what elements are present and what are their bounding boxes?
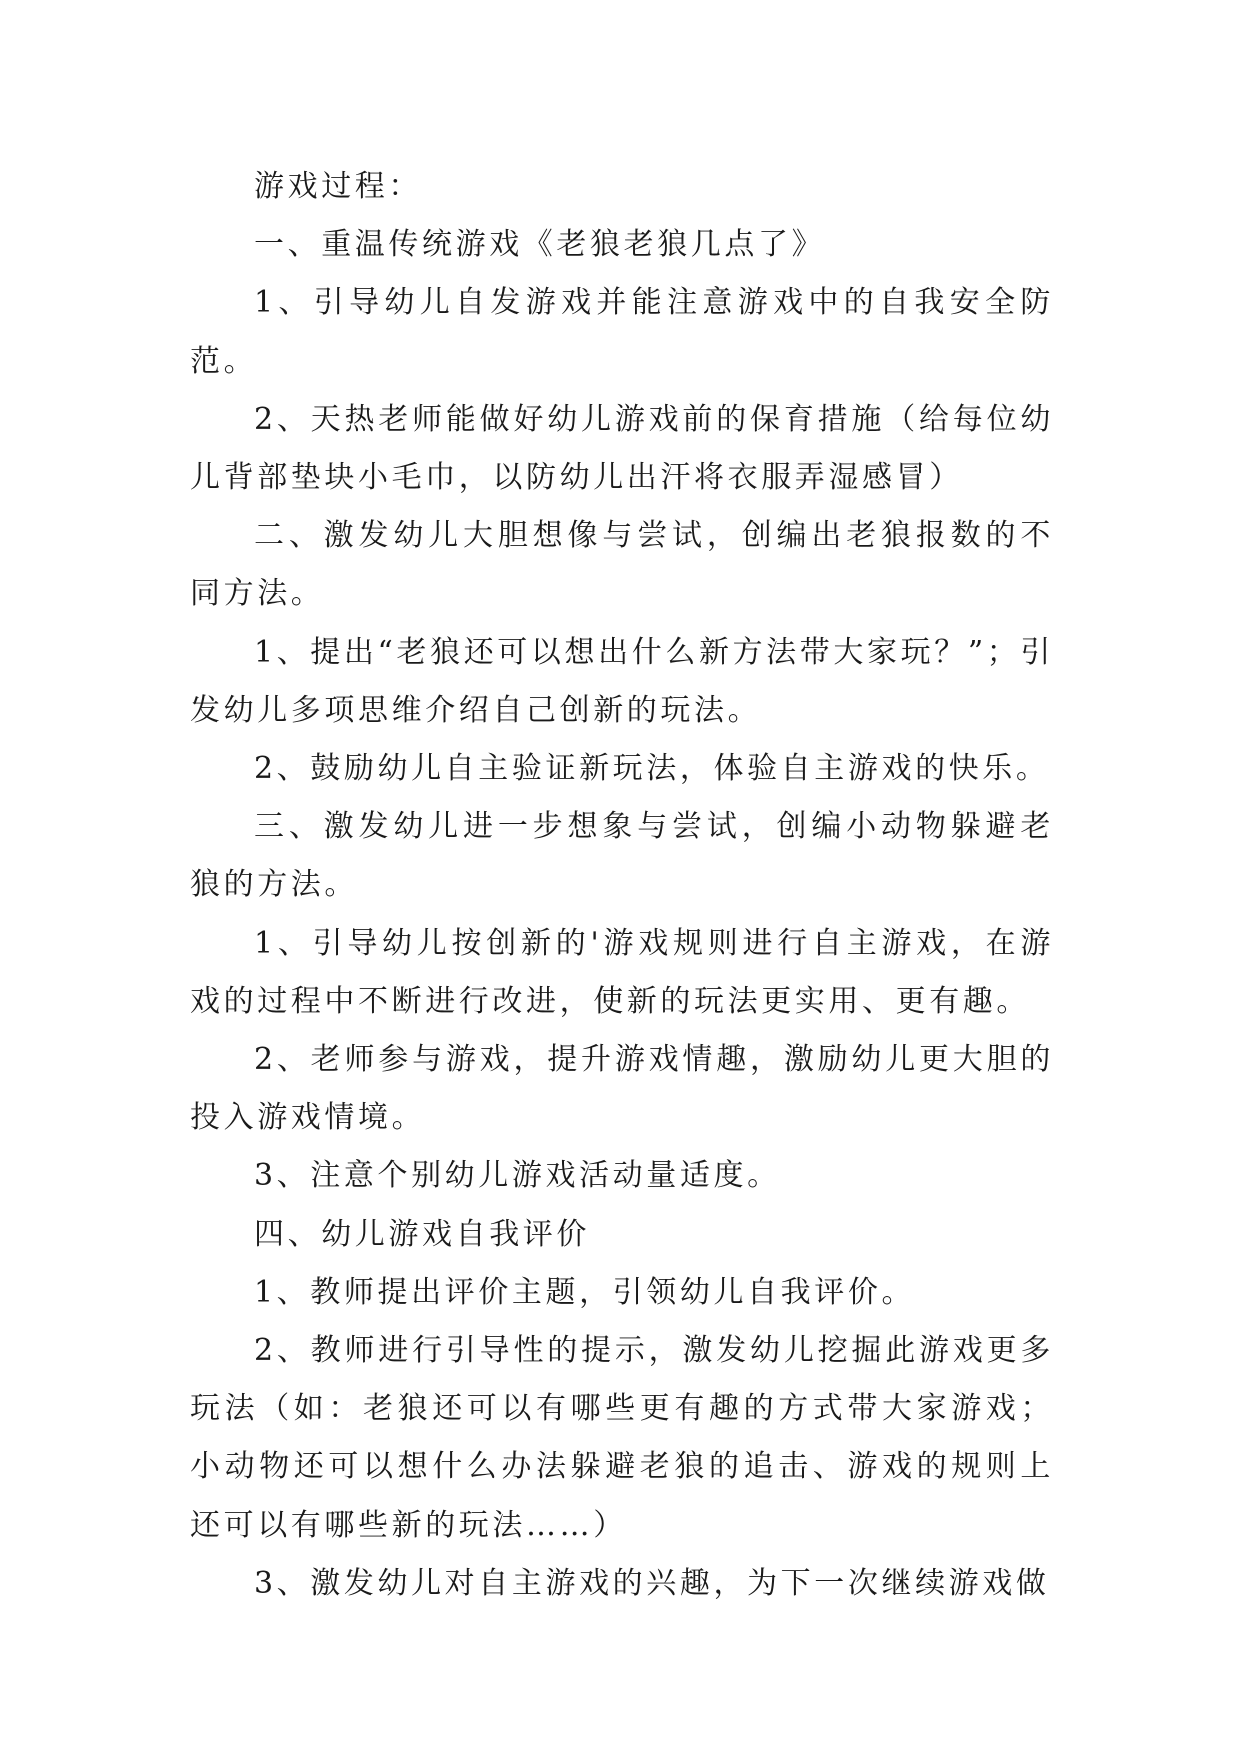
paragraph: 1、提出“老狼还可以想出什么新方法带大家玩？”；引发幼儿多项思维介绍自己创新的玩法。 (190, 634, 1054, 728)
section-3-title: 三、激发幼儿进一步想象与尝试，创编小动物躲避老狼的方法。 (190, 809, 1054, 903)
paragraph: 2、天热老师能做好幼儿游戏前的保育措施（给每位幼儿背部垫块小毛巾，以防幼儿出汗将衣服弄湿感冒） (190, 401, 1054, 496)
paragraph: 2、鼓励幼儿自主验证新玩法，体验自主游戏的快乐。 (254, 751, 1050, 787)
section-4-title: 四、幼儿游戏自我评价 (254, 1216, 590, 1252)
paragraph: 1、引导幼儿按创新的'游戏规则进行自主游戏，在游戏的过程中不断进行改进，使新的玩法更实用、更有趣。 (190, 925, 1054, 1019)
paragraph: 2、老师参与游戏，提升游戏情趣，激励幼儿更大胆的投入游戏情境。 (190, 1042, 1054, 1136)
heading-game-process: 游戏过程： (254, 169, 422, 204)
paragraph: 3、激发幼儿对自主游戏的兴趣，为下一次继续游戏做 (254, 1565, 1050, 1601)
paragraph: 1、引导幼儿自发游戏并能注意游戏中的自我安全防范。 (190, 285, 1054, 379)
document-body (190, 158, 1054, 1613)
paragraph: 2、教师进行引导性的提示，激发幼儿挖掘此游戏更多玩法（如：老狼还可以有哪些更有趣的方式带大家游戏；小动物还可以想什么办法躲避老狼的追击、游戏的规则上还可以有哪些新的玩法……） (190, 1333, 1054, 1543)
paragraph: 1、教师提出评价主题，引领幼儿自我评价。 (254, 1274, 916, 1310)
paragraph: 3、注意个别幼儿游戏活动量适度。 (254, 1158, 781, 1194)
section-1-title: 一、重温传统游戏《老狼老狼几点了》 (254, 227, 826, 263)
section-2-title: 二、激发幼儿大胆想像与尝试，创编出老狼报数的不同方法。 (190, 518, 1054, 612)
